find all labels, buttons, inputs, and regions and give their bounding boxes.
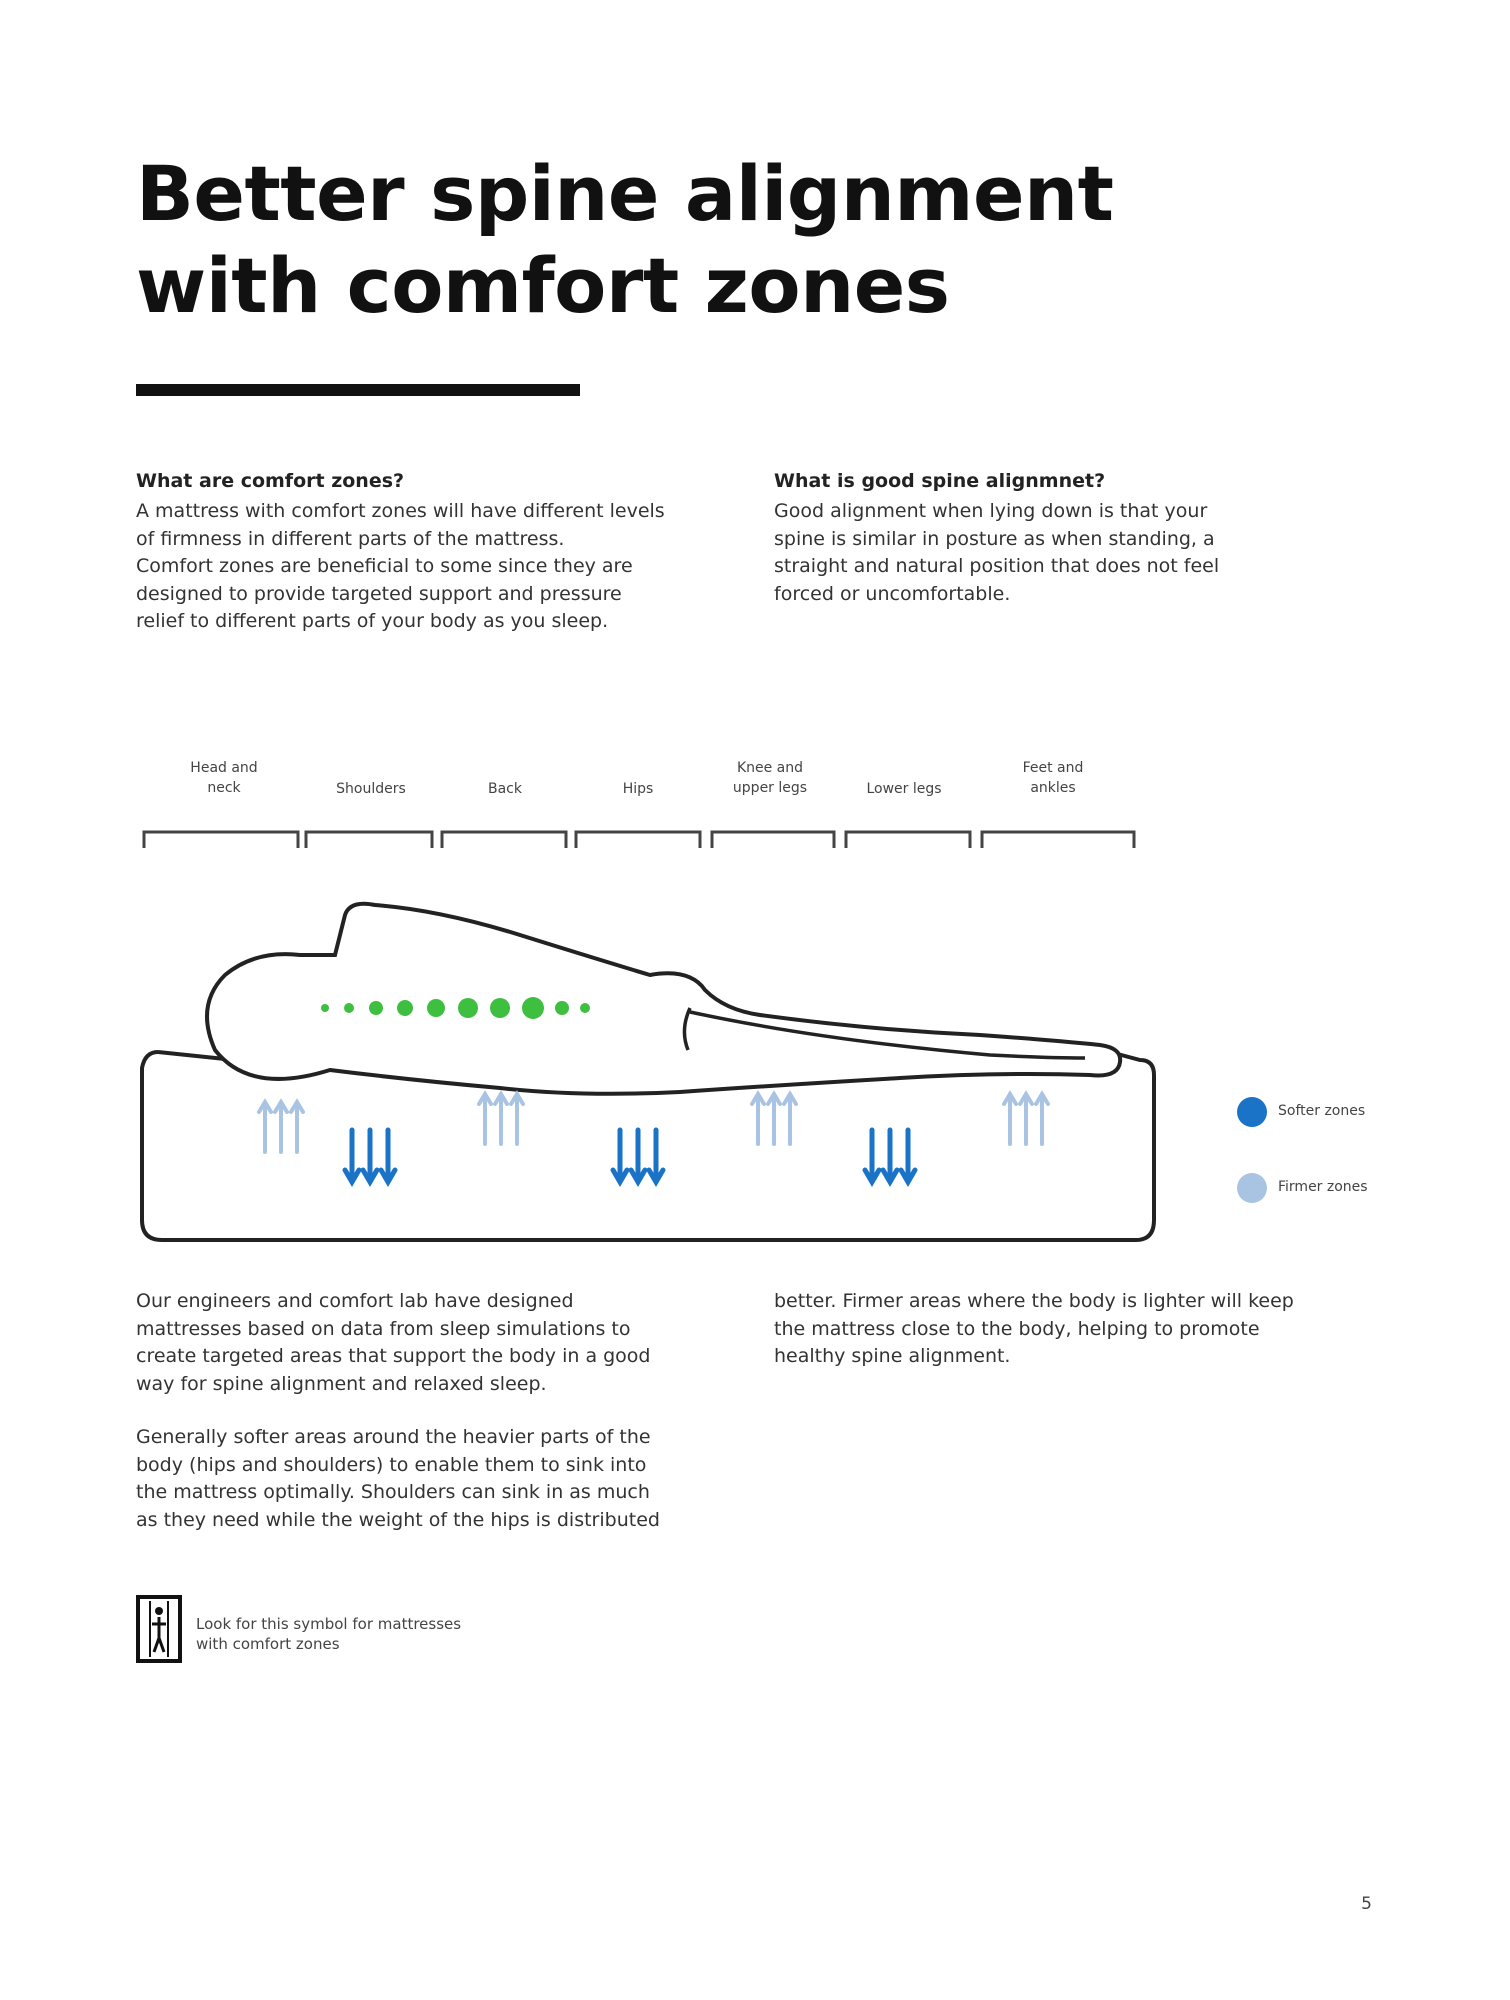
title-line-2: with comfort zones xyxy=(136,241,950,330)
up-arrow-group xyxy=(259,1102,303,1152)
body-line: Comfort zones are beneficial to some since they are xyxy=(136,555,633,577)
zone-label-line: Shoulders xyxy=(336,781,406,797)
body-line: relief to different parts of your body as you sleep. xyxy=(136,610,609,632)
spine-dot xyxy=(522,997,544,1019)
title-line-1: Better spine alignment xyxy=(136,149,1114,238)
body-line: as they need while the weight of the hips is distributed xyxy=(136,1508,660,1531)
zone-bracket xyxy=(982,832,1134,848)
down-arrow-icon xyxy=(865,1130,915,1182)
body-line: straight and natural position that does not feel xyxy=(774,555,1220,577)
zone-label-line: Head and xyxy=(190,760,258,776)
zone-bracket xyxy=(442,832,566,848)
zone-bracket xyxy=(712,832,834,848)
body-line: better. Firmer areas where the body is lighter will keep xyxy=(774,1290,1294,1312)
body-line: Generally softer areas around the heavier parts of the xyxy=(136,1426,651,1448)
legend-firmer-label: Firmer zones xyxy=(1278,1179,1368,1195)
body-line: body (hips and shoulders) to enable them to sink into xyxy=(136,1453,647,1476)
paragraph xyxy=(136,1288,756,1398)
symbol-note-line: with comfort zones xyxy=(196,1635,340,1653)
legend-softer-dot xyxy=(1237,1097,1267,1127)
spine-dot xyxy=(344,1003,354,1013)
body-line: the mattress optimally. Shoulders can sink in as much xyxy=(136,1481,650,1503)
body-line: of firmness in different parts of the mattress. xyxy=(136,527,565,550)
down-arrow-group xyxy=(865,1130,915,1182)
zone-label-line: ankles xyxy=(1030,780,1076,796)
body-line: spine is similar in posture as when standing, a xyxy=(774,527,1215,550)
page-number: 5 xyxy=(1361,1894,1372,1914)
up-arrow-group xyxy=(752,1094,796,1144)
up-arrow-group xyxy=(479,1094,523,1144)
bottom-right-text xyxy=(774,1288,1394,1371)
spine-dot xyxy=(397,1000,413,1016)
down-arrow-group xyxy=(613,1130,663,1182)
up-arrow-icon xyxy=(259,1102,303,1152)
down-arrow-icon xyxy=(345,1130,395,1182)
body-line: mattresses based on data from sleep simulations to xyxy=(136,1317,631,1340)
body-line: healthy spine alignment. xyxy=(774,1345,1011,1367)
section-heading: What is good spine alignmnet? xyxy=(774,470,1106,492)
legend-firmer-dot xyxy=(1237,1173,1267,1203)
bottom-left-text xyxy=(136,1288,756,1534)
spine-dot xyxy=(458,998,478,1018)
body-silhouette xyxy=(207,904,1120,1094)
paragraph xyxy=(774,1288,1394,1371)
body-line: way for spine alignment and relaxed sleep. xyxy=(136,1372,547,1395)
zone-label-line: upper legs xyxy=(732,780,808,796)
spine-dot xyxy=(490,998,510,1018)
zone-bracket xyxy=(144,832,298,848)
up-arrow-icon xyxy=(479,1094,523,1144)
zone-bracket xyxy=(576,832,700,848)
body-line: designed to provide targeted support and pressure xyxy=(136,582,622,605)
body-line: A mattress with comfort zones will have different levels xyxy=(136,500,665,522)
section-heading: What are comfort zones? xyxy=(136,470,405,492)
spine-dot xyxy=(580,1003,590,1013)
zone-label-line: Lower legs xyxy=(866,781,942,797)
spine-dot xyxy=(369,1001,383,1015)
body-line: Our engineers and comfort lab have designed xyxy=(136,1290,574,1312)
body-line: Good alignment when lying down is that your xyxy=(774,500,1208,522)
symbol-note-line: Look for this symbol for mattresses xyxy=(196,1615,462,1633)
zone-label-line: Hips xyxy=(622,781,654,797)
spine-dot xyxy=(555,1001,569,1015)
down-arrow-icon xyxy=(613,1130,663,1182)
softer-zone-arrows xyxy=(345,1130,915,1182)
up-arrow-group xyxy=(1004,1094,1048,1144)
comfort-zone-symbol-icon xyxy=(138,1597,180,1661)
symbol-note xyxy=(196,1614,616,1654)
spine-dot xyxy=(427,999,445,1017)
up-arrow-icon xyxy=(752,1094,796,1144)
zone-label-line: Knee and xyxy=(736,760,804,776)
zone-bracket xyxy=(306,832,432,848)
down-arrow-group xyxy=(345,1130,395,1182)
legend-softer-label: Softer zones xyxy=(1278,1103,1366,1119)
spine-dot xyxy=(321,1004,329,1012)
zone-label-line: Back xyxy=(488,781,522,797)
zone-brackets xyxy=(144,832,1134,848)
zone-label-line: Feet and xyxy=(1022,760,1084,776)
zone-bracket xyxy=(846,832,970,848)
body-line: the mattress close to the body, helping to promote xyxy=(774,1317,1260,1340)
body-line: create targeted areas that support the body in a good xyxy=(136,1345,651,1367)
zone-label-line: neck xyxy=(207,780,241,796)
body-line: forced or uncomfortable. xyxy=(774,582,1011,605)
up-arrow-icon xyxy=(1004,1094,1048,1144)
paragraph xyxy=(136,1424,756,1534)
